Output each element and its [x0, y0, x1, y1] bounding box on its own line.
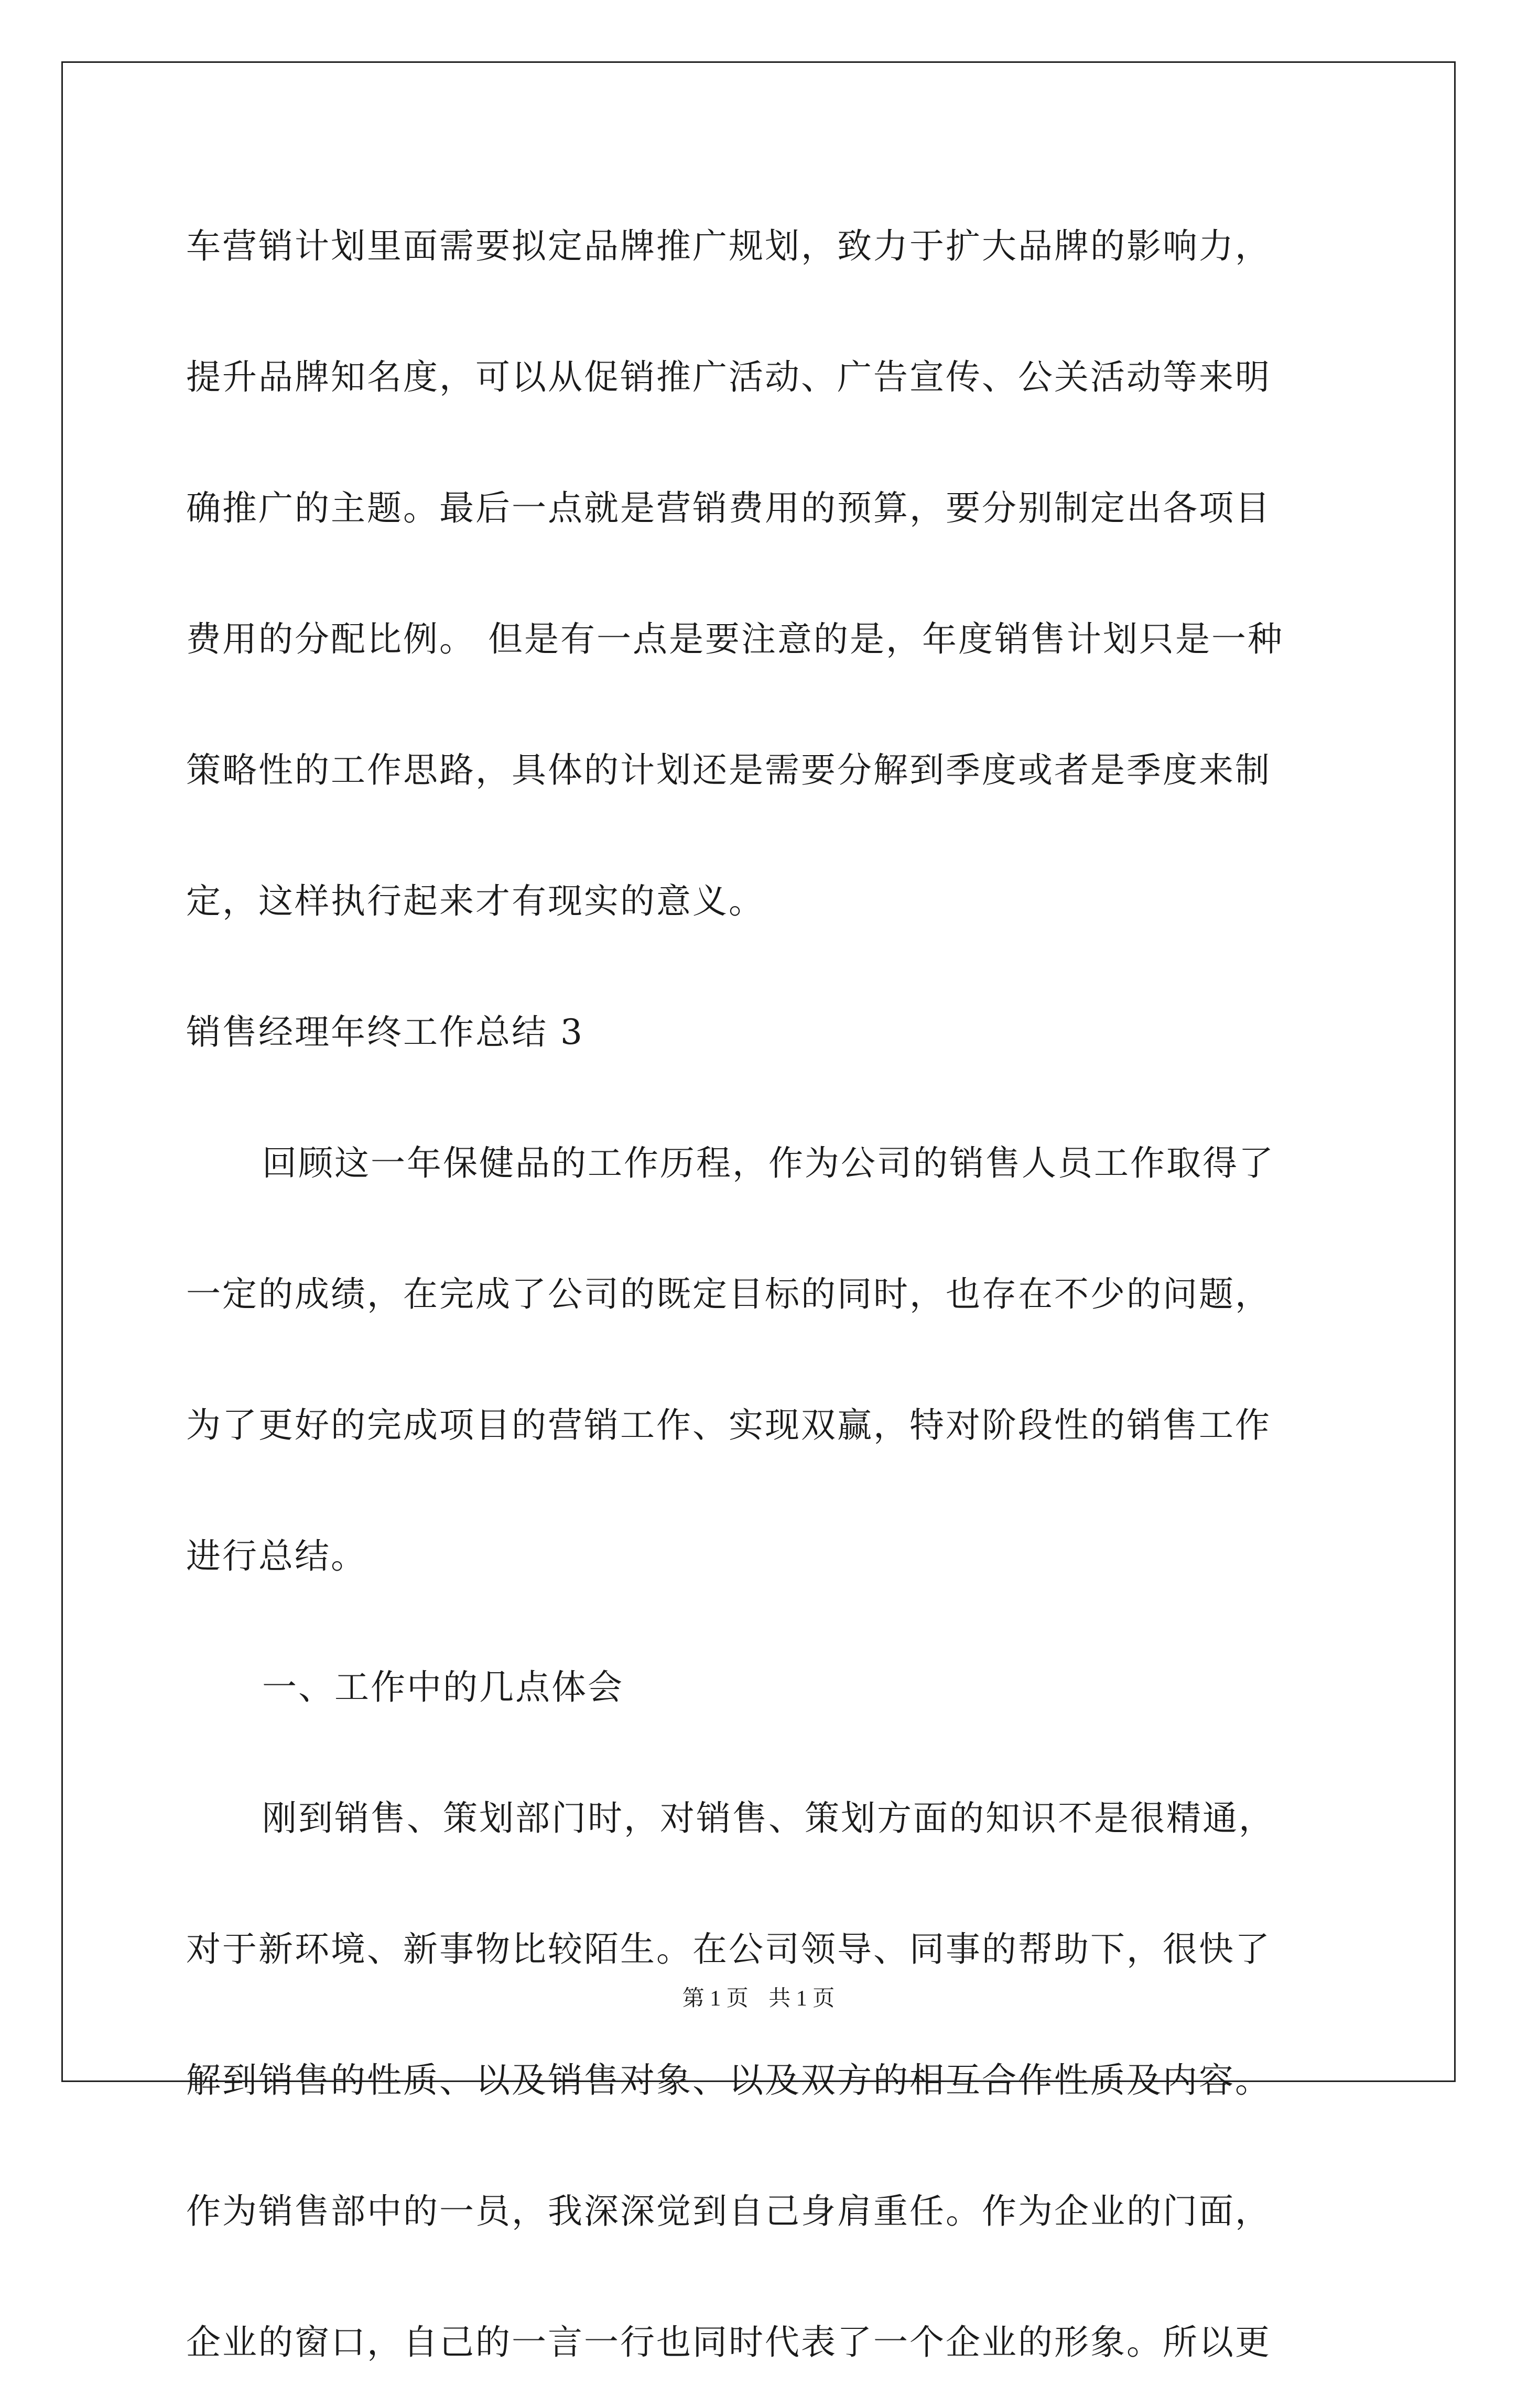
text-line-4: 费用的分配比例。 但是有一点是要注意的是，年度销售计划只是一种 [186, 619, 1284, 659]
document-body [186, 181, 1339, 2408]
text-line-13: 刚到销售、策划部门时，对销售、策划方面的知识不是很精通， [262, 1798, 1275, 1838]
text-line-9: 一定的成绩，在完成了公司的既定目标的同时，也存在不少的问题， [186, 1274, 1271, 1314]
page-total: 共 1 页 [768, 1987, 835, 2011]
text-line-11: 进行总结。 [186, 1536, 367, 1576]
subsection-heading: 一、工作中的几点体会 [262, 1667, 624, 1707]
page-number: 第 1 页 [682, 1987, 749, 2011]
text-line-8: 回顾这一年保健品的工作历程，作为公司的销售人员工作取得了 [262, 1143, 1275, 1183]
text-line-6: 定，这样执行起来才有现实的意义。 [186, 881, 765, 921]
text-line-1: 车营销计划里面需要拟定品牌推广规划，致力于扩大品牌的影响力， [186, 226, 1271, 266]
text-line-10: 为了更好的完成项目的营销工作、实现双赢，特对阶段性的销售工作 [186, 1405, 1271, 1445]
text-line-5: 策略性的工作思路，具体的计划还是需要分解到季度或者是季度来制 [186, 750, 1271, 790]
text-line-3: 确推广的主题。最后一点就是营销费用的预算，要分别制定出各项目 [186, 488, 1271, 528]
text-line-17: 企业的窗口，自己的一言一行也同时代表了一个企业的形象。所以更 [186, 2322, 1271, 2362]
text-line-2: 提升品牌知名度，可以从促销推广活动、广告宣传、公关活动等来明 [186, 357, 1271, 397]
page-footer [0, 1981, 1517, 2012]
text-line-16: 作为销售部中的一员，我深深觉到自己身肩重任。作为企业的门面， [186, 2191, 1271, 2231]
text-line-15: 解到销售的性质、以及销售对象、以及双方的相互合作性质及内容。 [186, 2060, 1271, 2100]
section-heading: 销售经理年终工作总结 3 [186, 1012, 584, 1052]
text-line-14: 对于新环境、新事物比较陌生。在公司领导、同事的帮助下，很快了 [186, 1929, 1271, 1969]
